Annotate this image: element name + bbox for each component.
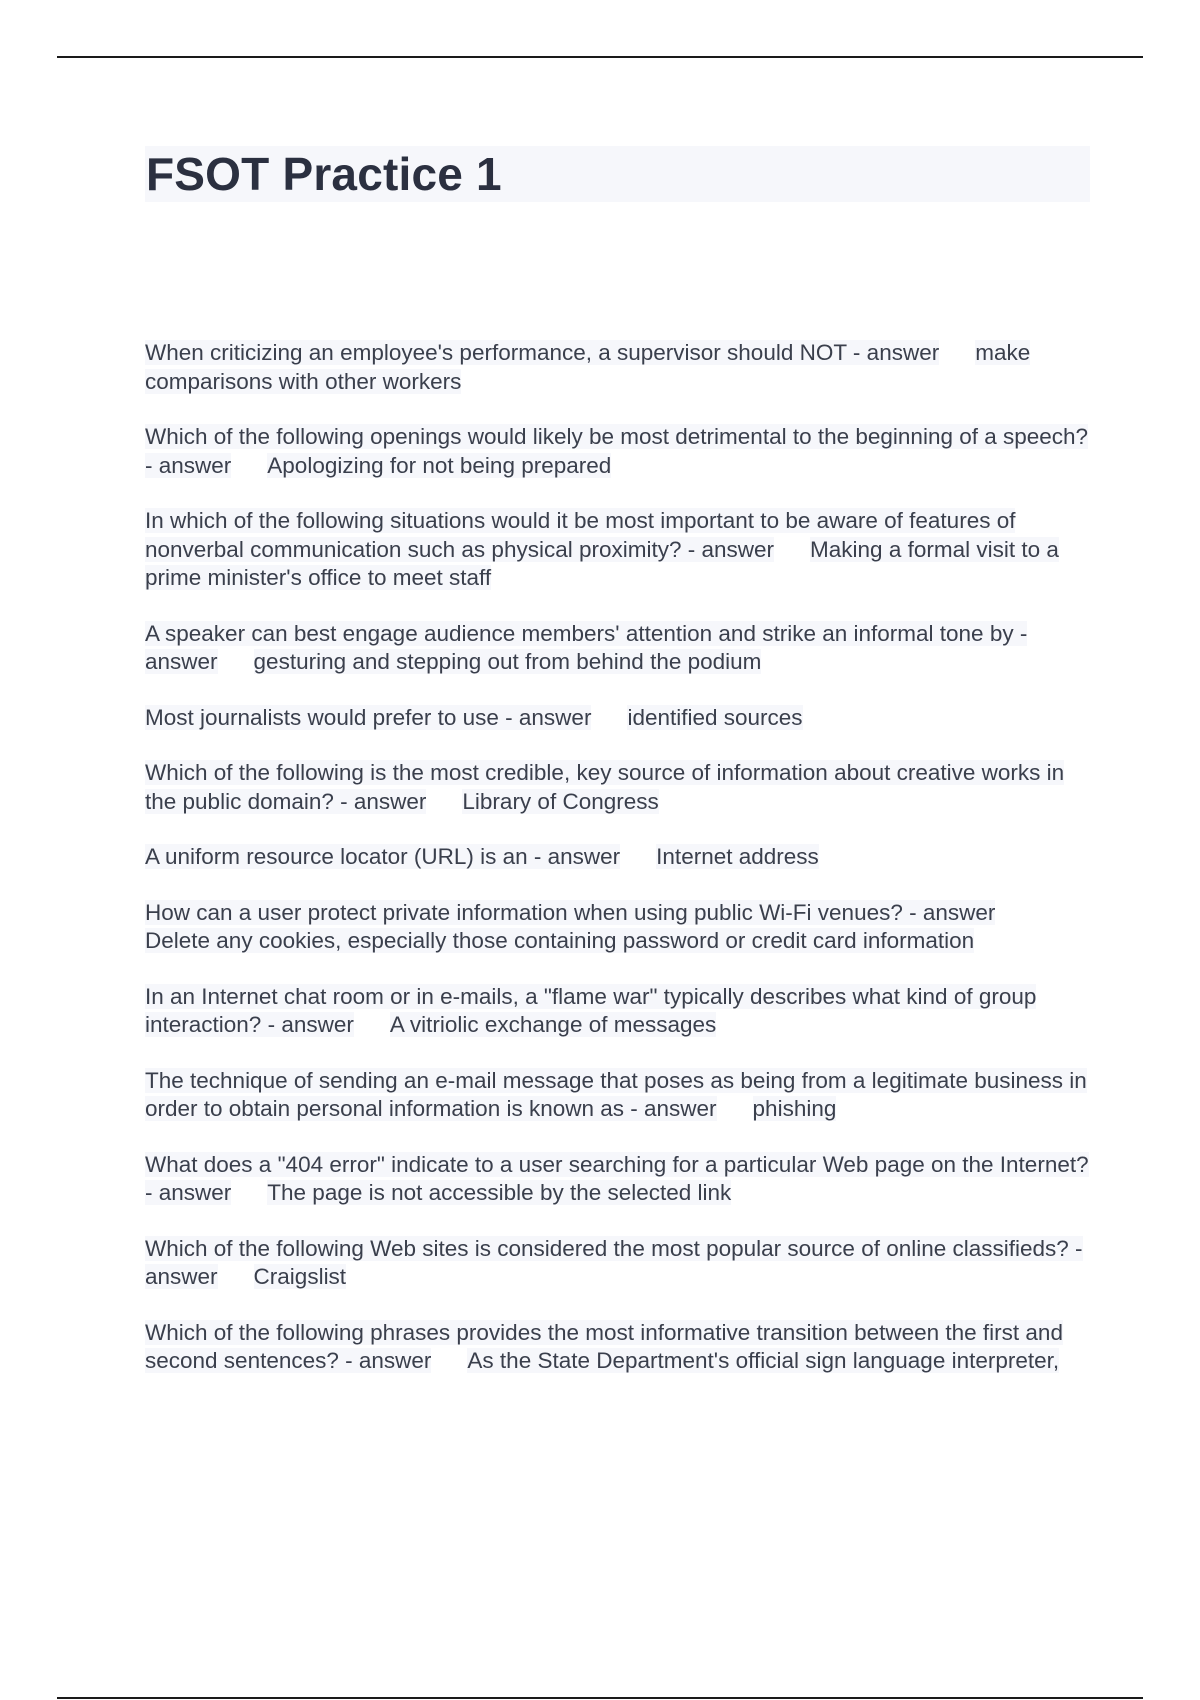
qa-item (145, 507, 1090, 593)
answer-text: A vitriolic exchange of messages (389, 1012, 717, 1037)
question-text: What does a "404 error" indicate to a user searching for a particular Web page on the Internet? - answer (145, 1151, 1089, 1205)
question-text: Most journalists would prefer to use - answer (145, 704, 592, 730)
question-text: How can a user protect private information when using public Wi-Fi venues? - answer (145, 899, 996, 925)
answer-text: Making a formal visit to a prime minister's office to meet staff (145, 536, 1059, 590)
question-text: In which of the following situations would it be most important to be aware of features of nonverbal communication such as physical proximity? - answer (145, 508, 1016, 562)
answer-text: Library of Congress (462, 788, 659, 814)
answer-text: make comparisons with other workers (145, 340, 1031, 394)
qa-item (145, 620, 1090, 677)
answer-text: As the State Department's official sign language interpreter, (467, 1348, 1060, 1373)
answer-text: Internet address (656, 844, 819, 869)
question-text: In an Internet chat room or in e-mails, a "flame war" typically describes what kind of group interaction? - answer (145, 983, 1037, 1037)
qa-item (145, 704, 1090, 733)
question-text: The technique of sending an e-mail message that poses as being from a legitimate business in order to obtain personal information is known as - answer (145, 1067, 1087, 1121)
qa-list (145, 339, 1090, 1403)
qa-item (145, 1067, 1090, 1124)
qa-item (145, 1151, 1090, 1208)
question-text: A speaker can best engage audience members' attention and strike an informal tone by - answer (145, 620, 1028, 674)
answer-text: Delete any cookies, especially those containing password or credit card information (145, 928, 975, 953)
qa-item (145, 899, 1090, 956)
answer-text: The page is not accessible by the selected link (267, 1180, 732, 1205)
answer-text: phishing (752, 1096, 837, 1121)
question-text: Which of the following Web sites is considered the most popular source of online classifieds? - answer (145, 1235, 1083, 1289)
question-text: Which of the following phrases provides the most informative transition between the first and second sentences? - answer (145, 1319, 1063, 1373)
qa-item (145, 423, 1090, 480)
qa-item (145, 759, 1090, 816)
answer-text: gesturing and stepping out from behind the podium (253, 649, 762, 674)
qa-item (145, 339, 1090, 396)
answer-text: identified sources (627, 704, 803, 730)
bottom-rule (57, 1697, 1143, 1699)
qa-item (145, 1235, 1090, 1292)
question-text: Which of the following is the most credible, key source of information about creative works in the public domain? - answer (145, 760, 1065, 814)
qa-item (145, 843, 1090, 872)
question-text: Which of the following openings would likely be most detrimental to the beginning of a speech? - answer (145, 424, 1089, 478)
top-rule (57, 56, 1143, 58)
answer-text: Craigslist (253, 1264, 347, 1289)
answer-text: Apologizing for not being prepared (267, 452, 612, 478)
question-text: When criticizing an employee's performance, a supervisor should NOT - answer (145, 340, 940, 365)
qa-item (145, 1319, 1090, 1376)
page-title: FSOT Practice 1 (146, 148, 502, 200)
qa-item (145, 983, 1090, 1040)
question-text: A uniform resource locator (URL) is an - answer (145, 844, 621, 869)
